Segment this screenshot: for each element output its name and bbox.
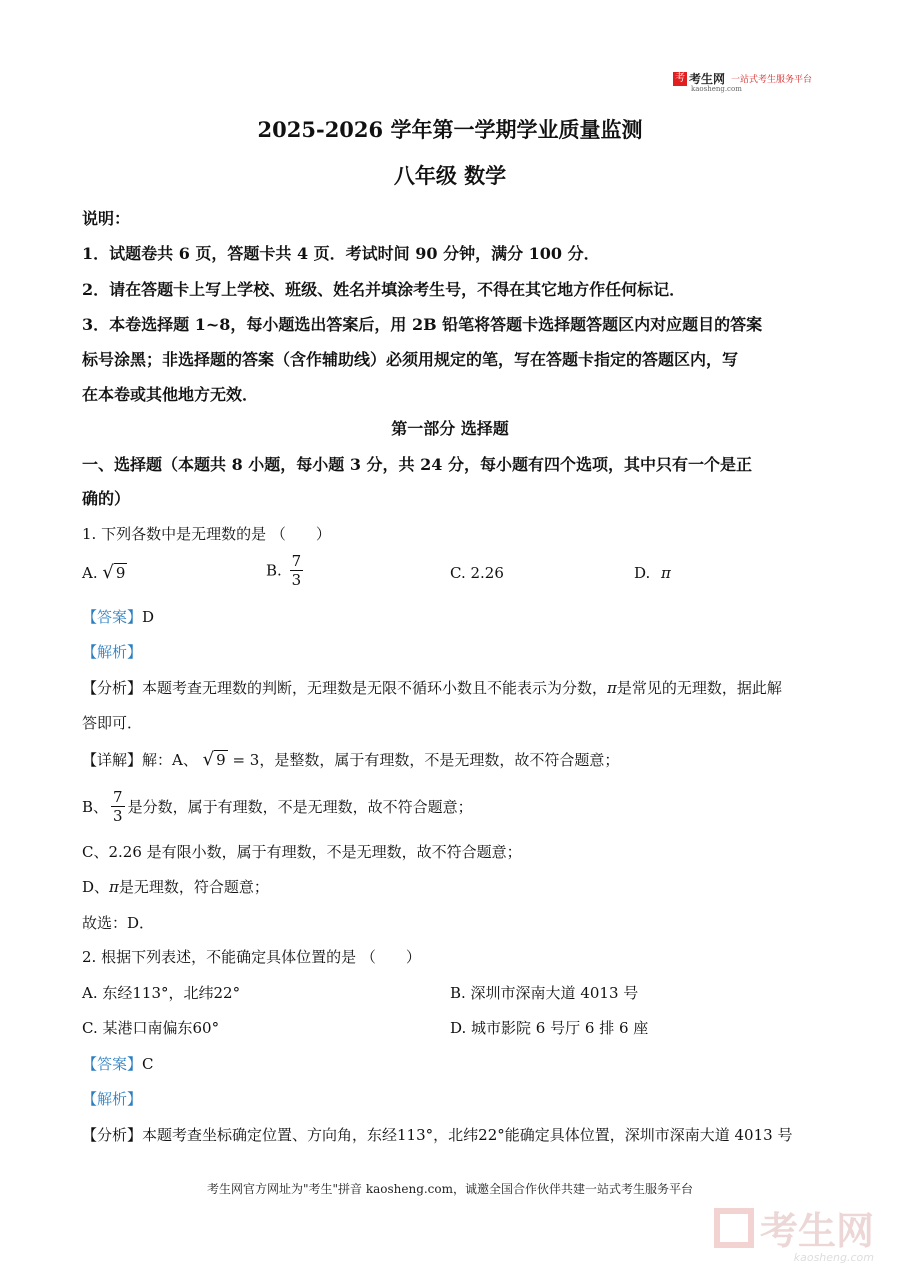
item-text: 是无理数，符合题意； <box>118 878 269 896</box>
sqrt-expression: √ 9 <box>202 749 226 770</box>
q1-option-b <box>266 552 306 589</box>
q1-xiangjie-b <box>82 788 473 825</box>
q1-option-d-label: D. <box>634 564 651 582</box>
instruction-item-3-line-2: 标号涂黑；非选择题的答案（含作辅助线）必须用规定的笔，写在答题卡指定的答题区内，写 <box>82 350 739 369</box>
q1-option-c: C. 2.26 <box>450 564 504 582</box>
instruction-item-1: 1．试题卷共 6 页，答题卡共 4 页．考试时间 90 分钟，满分 100 分． <box>82 244 600 263</box>
q1-option-b-label: B. <box>266 561 282 580</box>
part-heading: 第一部分 选择题 <box>391 419 509 438</box>
pi-symbol: π <box>661 564 671 582</box>
item-text: 是分数，属于有理数，不是无理数，故不符合题意； <box>127 798 473 816</box>
q2-option-c: C. 某港口南偏东60° <box>82 1019 220 1037</box>
radicand: 9 <box>216 751 226 769</box>
q1-conclusion: 故选：D． <box>82 914 155 932</box>
q1-xiangjie-line <box>82 749 619 770</box>
watermark-mark-icon <box>714 1208 754 1248</box>
page-title: 2025-2026 学年第一学期学业质量监测 <box>257 117 643 142</box>
pi-symbol: π <box>109 878 119 896</box>
answer-value: D <box>142 608 155 626</box>
q2-stem: 2. 根据下列表述，不能确定具体位置的是 （ ） <box>82 948 421 966</box>
answer-tag: 【答案】 <box>82 1055 143 1073</box>
equation-result: = 3 <box>232 751 260 769</box>
q1-xiangjie-d <box>82 876 269 897</box>
watermark-logo <box>714 1200 874 1264</box>
item-prefix: D、 <box>82 878 110 896</box>
answer-value: C <box>142 1055 154 1073</box>
q1-fenxi-line-2: 答即可． <box>82 714 143 732</box>
q1-option-a <box>82 562 127 583</box>
radicand: 9 <box>115 564 126 582</box>
section-heading-line-2: 确的） <box>82 489 131 508</box>
fenxi-tag: 【分析】 <box>82 1126 143 1144</box>
denominator: 3 <box>291 571 302 589</box>
fenxi-tag: 【分析】 <box>82 679 143 697</box>
q2-analysis-tag: 【解析】 <box>82 1090 143 1108</box>
fenxi-text: 是常见的无理数，据此解 <box>616 679 782 697</box>
brand-mark-icon: 考 <box>674 72 685 84</box>
xiangjie-prefix: 解：A、 <box>142 751 198 769</box>
answer-tag: 【答案】 <box>82 608 143 626</box>
instruction-item-3-line-3: 在本卷或其他地方无效． <box>82 385 259 404</box>
instruction-item-2: 2．请在答题卡上写上学校、班级、姓名并填涂考生号，不得在其它地方作任何标记． <box>82 280 686 299</box>
q1-xiangjie-c: C、2.26 是有限小数，属于有理数，不是无理数，故不符合题意； <box>82 843 522 861</box>
brand-logo <box>673 70 812 93</box>
page-subtitle: 八年级 数学 <box>393 163 507 188</box>
numerator: 7 <box>291 552 302 570</box>
q1-analysis-tag: 【解析】 <box>82 643 143 661</box>
q1-option-a-label: A. <box>82 564 98 582</box>
sqrt-expression: √ 9 <box>102 562 126 583</box>
section-heading-line-1: 一、选择题（本题共 8 小题，每小题 3 分，共 24 分，每小题有四个选项，其中只有一个是正 <box>82 455 752 474</box>
instruction-item-3-line-1: 3．本卷选择题 1~8，每小题选出答案后，用 2B 铅笔将答题卡选择题答题区内对应题目的答案 <box>82 315 763 334</box>
q1-fenxi-line-1 <box>82 677 782 698</box>
fenxi-text: 本题考查无理数的判断，无理数是无限不循环小数且不能表示为分数， <box>142 679 608 697</box>
q1-answer <box>82 606 154 627</box>
pi-symbol: π <box>607 679 617 697</box>
q1-option-d <box>634 564 671 582</box>
brand-slogan: 一站式考生服务平台 <box>730 75 812 85</box>
watermark-url: kaosheng.com <box>793 1251 874 1264</box>
brand-url: kaosheng.com <box>690 85 742 93</box>
q2-option-a: A. 东经113°，北纬22° <box>82 984 241 1002</box>
q2-answer <box>82 1053 154 1074</box>
xiangjie-tag: 【详解】 <box>82 751 143 769</box>
item-prefix: B、 <box>82 798 109 816</box>
instructions-heading: 说明： <box>82 209 131 228</box>
numerator: 7 <box>113 788 123 806</box>
q2-option-b: B. 深圳市深南大道 4013 号 <box>450 984 639 1002</box>
fraction <box>111 788 125 825</box>
fenxi-text: 本题考查坐标确定位置、方向角，东经113°，北纬22°能确定具体位置，深圳市深南大道 4013 号 <box>142 1126 793 1144</box>
q1-stem: 1. 下列各数中是无理数的是 （ ） <box>82 525 331 543</box>
brand-name: 考生网 <box>688 72 725 86</box>
q2-option-d: D. 城市影院 6 号厅 6 排 6 座 <box>450 1019 649 1037</box>
xiangjie-text: ，是整数，属于有理数，不是无理数，故不符合题意； <box>259 751 620 769</box>
q2-fenxi-line-1 <box>82 1124 792 1145</box>
watermark-name: 考生网 <box>759 1209 874 1253</box>
page-footer: 考生网官方网址为"考生"拼音 kaosheng.com，诚邀全国合作伙伴共建一站式考生服务平台 <box>206 1182 694 1196</box>
denominator: 3 <box>113 807 123 825</box>
fraction <box>290 552 304 589</box>
